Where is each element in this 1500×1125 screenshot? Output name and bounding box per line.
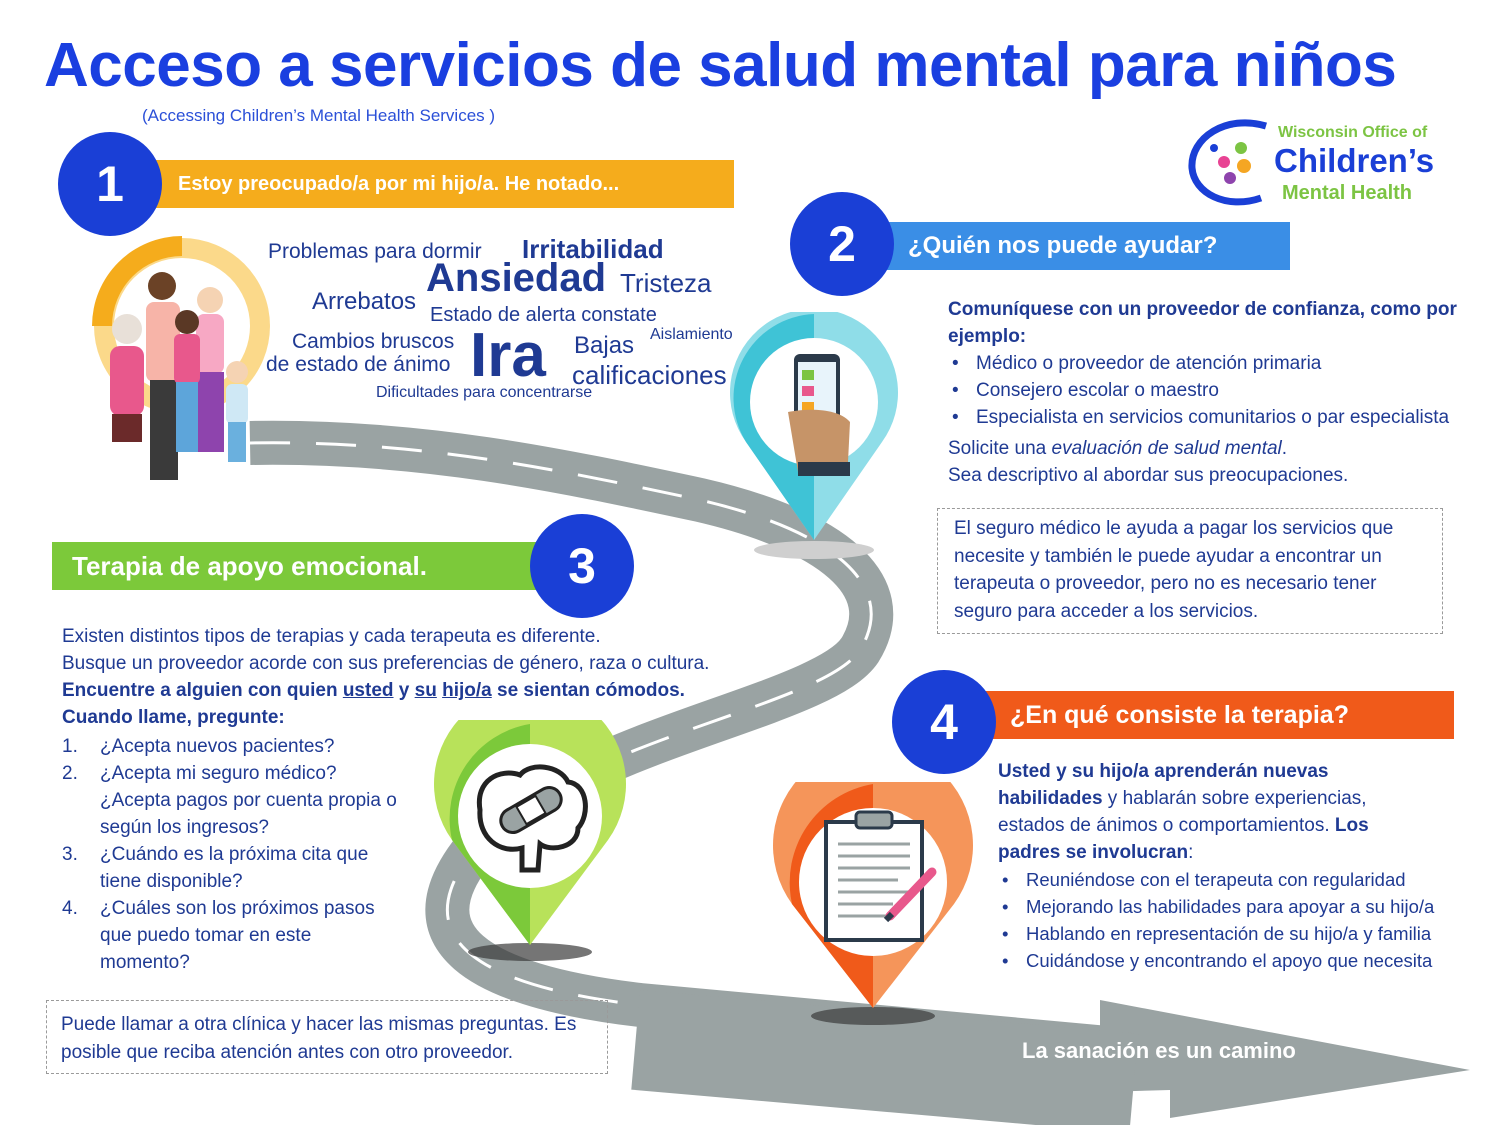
list-item: • Médico o proveedor de atención primaria: [948, 350, 1478, 377]
road-label: La sanación es un camino: [1022, 1038, 1296, 1063]
question-number: 2.: [62, 763, 78, 784]
step4-number: 4: [892, 670, 996, 774]
clinic-box: [46, 1000, 608, 1074]
question-number: 4.: [62, 898, 78, 919]
list-item: • Hablando en representación de su hijo/a y familia: [998, 920, 1458, 947]
word-focus: Dificultades para concentrarse: [376, 384, 593, 401]
step2-content: [948, 296, 1478, 489]
word-grades-1: Bajas: [574, 332, 635, 359]
step3-line-3-d: se sientan cómodos.: [491, 680, 685, 701]
step3-line-3-a: Encuentre a alguien con quien: [62, 680, 343, 701]
question-text: ¿Cuándo es la próxima cita que tiene disponible?: [100, 844, 369, 892]
question-text: ¿Acepta mi seguro médico? ¿Acepta pagos por cuenta propia o según los ingresos?: [100, 763, 397, 838]
step3-number: 3: [530, 514, 634, 618]
word-irritability: Irritabilidad: [522, 234, 664, 264]
list-item: [62, 841, 402, 895]
step3-line-1: Existen distintos tipos de terapias y cada terapeuta es diferente.: [62, 626, 601, 647]
list-item: [62, 733, 402, 760]
step3-line-3: [62, 677, 802, 704]
page-title: Acceso a servicios de salud mental para niños: [44, 31, 1397, 100]
step1-banner: [110, 160, 734, 208]
logo-line-3: Mental Health: [1282, 182, 1413, 204]
question-number: 1.: [62, 736, 78, 757]
word-alert: Estado de alerta constate: [430, 304, 657, 326]
step4-text-1: y hablarán sobre experiencias, estados de ánimos o comportamientos.: [998, 788, 1367, 836]
question-text: ¿Acepta nuevos pacientes?: [100, 736, 335, 757]
logo: [1186, 118, 1486, 208]
step2-banner: [846, 222, 1290, 270]
word-grades-2: calificaciones: [572, 360, 727, 390]
insurance-box: [937, 508, 1443, 634]
brain-bandage-icon: [430, 720, 630, 965]
word-sleep: Problemas para dormir: [268, 240, 482, 263]
list-item: [62, 760, 402, 841]
step4-banner: [946, 691, 1454, 739]
step3-line-3-u1: usted: [342, 680, 394, 701]
word-sadness: Tristeza: [620, 268, 712, 298]
step4-text-2: :: [1188, 842, 1194, 863]
list-item: • Consejero escolar o maestro: [948, 377, 1478, 404]
step2-list: [948, 350, 1478, 431]
step2-intro: Comuníquese con un proveedor de confianza, como por ejemplo:: [948, 299, 1457, 347]
step3-questions: [62, 733, 402, 976]
step3-line-3-u2: su: [414, 680, 437, 701]
step1-banner-text: Estoy preocupado/a por mi hijo/a. He notado...: [178, 172, 620, 195]
clinic-text: Puede llamar a otra clínica y hacer las mismas preguntas. Es posible que reciba atención antes con otro proveedor.: [61, 1014, 577, 1063]
question-number: 3.: [62, 844, 78, 865]
word-mood-1: Cambios bruscos: [292, 330, 455, 353]
insurance-text: El seguro médico le ayuda a pagar los servicios que necesite y también le puede ayudar a encontrar un terapeuta o proveedor, pero no es necesario tener seguro para acceder a los servicios.: [954, 518, 1394, 622]
word-outbursts: Arrebatos: [312, 288, 417, 315]
clipboard-pen-icon: [768, 782, 978, 1027]
word-anxiety: Ansiedad: [426, 256, 607, 300]
family-icon: [92, 234, 272, 494]
word-anger: Ira: [470, 321, 546, 390]
step2-banner-text: ¿Quién nos puede ayudar?: [908, 232, 1218, 259]
logo-line-1: Wisconsin Office of: [1278, 124, 1428, 141]
question-text: ¿Cuáles son los próximos pasos que puedo tomar en este momento?: [100, 898, 375, 973]
dots-swirl-logo-icon: [1186, 118, 1281, 208]
step3-ask: Cuando llame, pregunte:: [62, 707, 285, 728]
list-item: • Mejorando las habilidades para apoyar a su hijo/a: [998, 893, 1458, 920]
step2-request-pre: Solicite una: [948, 438, 1052, 459]
list-item: • Reuniéndose con el terapeuta con regularidad: [998, 866, 1458, 893]
step2-request-post: .: [1281, 438, 1288, 459]
step4-list: [998, 866, 1458, 974]
step2-request-em: evaluación de salud mental: [1051, 438, 1282, 459]
list-item: • Cuidándose y encontrando el apoyo que necesita: [998, 947, 1458, 974]
step2-describe: Sea descriptivo al abordar sus preocupaciones.: [948, 465, 1349, 486]
logo-line-2: Children’s: [1274, 142, 1435, 179]
step4-content: [998, 758, 1458, 974]
step4-bold-2: Los padres se involucran: [998, 815, 1369, 863]
step3-line-3-u3: hijo/a: [442, 680, 492, 701]
step3-content: [62, 623, 802, 731]
step1-number: 1: [58, 132, 162, 236]
step2-request: [948, 435, 1478, 462]
step4-bold-1: Usted y su hijo/a aprenderán nuevas habilidades: [998, 761, 1329, 809]
step2-number: 2: [790, 192, 894, 296]
step4-paragraph: [998, 758, 1408, 866]
phone-hand-icon: [728, 312, 900, 562]
step3-line-2: Busque un proveedor acorde con sus preferencias de género, raza o cultura.: [62, 653, 710, 674]
word-isolation: Aislamiento: [650, 326, 733, 343]
step3-line-3-b: y: [393, 680, 415, 701]
list-item: • Especialista en servicios comunitarios o par especialista: [948, 404, 1478, 431]
step3-banner-text: Terapia de apoyo emocional.: [72, 550, 427, 581]
step3-banner: [52, 542, 582, 590]
page-subtitle: (Accessing Children’s Mental Health Services ): [142, 106, 496, 125]
step4-banner-text: ¿En qué consiste la terapia?: [1010, 700, 1349, 729]
word-mood-2: de estado de ánimo: [266, 353, 451, 376]
list-item: [62, 895, 402, 976]
